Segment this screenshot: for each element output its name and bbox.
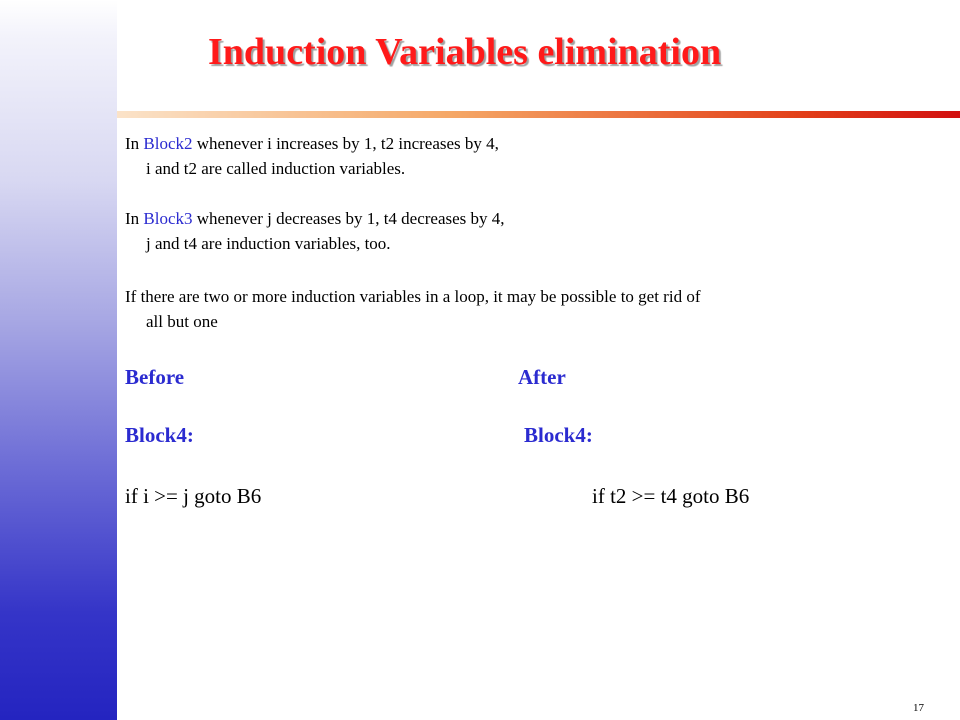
para1-prefix: In (125, 134, 144, 153)
para3-line1: If there are two or more induction variables in a loop, it may be possible to get rid of (125, 287, 701, 306)
block3-label: Block3 (143, 209, 193, 228)
page-number: 17 (913, 702, 924, 714)
gradient-sidebar (0, 0, 117, 720)
after-block-label: Block4: (524, 423, 593, 447)
para3-line2: all but one (146, 312, 218, 331)
after-heading: After (518, 365, 566, 389)
para1-rest: whenever i increases by 1, t2 increases by 4, (192, 134, 499, 153)
before-code: if i >= j goto B6 (125, 484, 262, 508)
para2-prefix: In (125, 209, 144, 228)
slide-title: Induction Variables elimination (208, 31, 722, 73)
para2-line2: j and t4 are induction variables, too. (146, 234, 391, 253)
title-divider (117, 111, 960, 118)
para1-line2: i and t2 are called induction variables. (146, 159, 406, 178)
block2-label: Block2 (143, 134, 193, 153)
before-block-label: Block4: (125, 423, 194, 447)
paragraph-block3 (125, 206, 925, 256)
paragraph-block2 (125, 131, 925, 181)
after-code: if t2 >= t4 goto B6 (592, 484, 750, 508)
before-heading: Before (125, 365, 185, 389)
paragraph-induction-rule (125, 284, 925, 334)
para2-rest: whenever j decreases by 1, t4 decreases by 4, (192, 209, 505, 228)
